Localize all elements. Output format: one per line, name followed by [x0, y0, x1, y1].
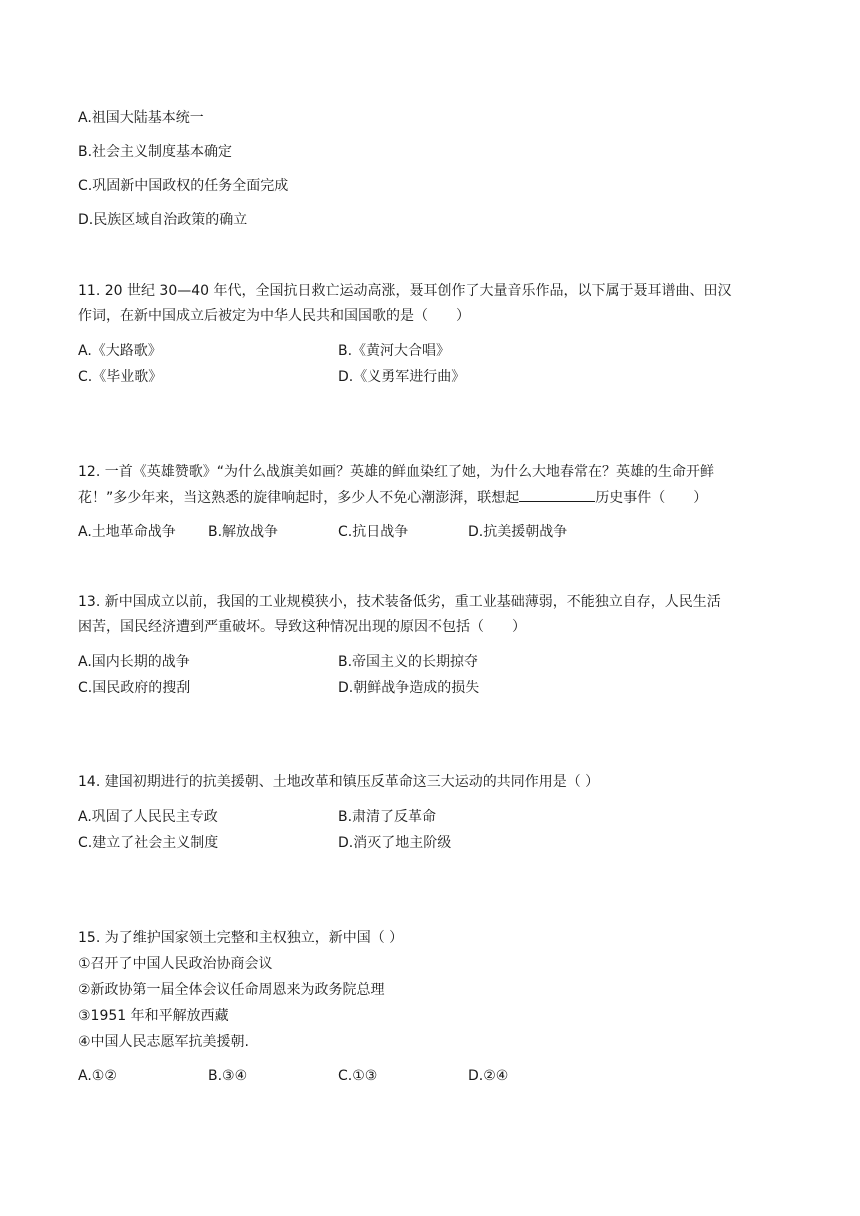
q10-option-a: A.祖国大陆基本统一 [78, 110, 204, 126]
q12-stem-line2 [78, 487, 707, 508]
q15-option-d: D.②④ [468, 1068, 509, 1084]
q15-option-b: B.③④ [208, 1068, 248, 1084]
q14-option-a: A.巩固了人民民主专政 [78, 809, 218, 825]
q14-option-c: C.建立了社会主义制度 [78, 835, 219, 851]
q15-stem-line1: 15. 为了维护国家领土完整和主权独立，新中国（ ） [78, 930, 404, 946]
q12-option-b: B.解放战争 [208, 524, 279, 540]
q11-stem-line2: 作词，在新中国成立后被定为中华人民共和国国歌的是（ ） [78, 308, 470, 324]
q13-option-d: D.朝鲜战争造成的损失 [338, 680, 480, 696]
q12-stem-line1: 12. 一首《英雄赞歌》“为什么战旗美如画？英雄的鲜血染红了她，为什么大地春常在？英雄的生命开鲜 [78, 464, 714, 480]
q13-stem-line1: 13. 新中国成立以前，我国的工业规模狭小，技术装备低劣，重工业基础薄弱，不能独立自存，人民生活 [78, 594, 721, 610]
q15-statement-1: ①召开了中国人民政治协商会议 [78, 956, 273, 972]
q15-option-c: C.①③ [338, 1068, 378, 1084]
q10-option-b: B.社会主义制度基本确定 [78, 144, 233, 160]
q14-option-b: B.肃清了反革命 [338, 809, 437, 825]
q15-statement-3: ③1951 年和平解放西藏 [78, 1008, 229, 1024]
q11-option-b: B.《黄河大合唱》 [338, 343, 451, 359]
q10-option-c: C.巩固新中国政权的任务全面完成 [78, 178, 289, 194]
q13-option-b: B.帝国主义的长期掠夺 [338, 654, 479, 670]
q15-option-a: A.①② [78, 1068, 117, 1084]
q12-stem-line2-pre: 花！”多少年来，当这熟悉的旋律响起时，多少人不免心潮澎湃，联想起 [78, 490, 520, 506]
q11-option-c: C.《毕业歌》 [78, 369, 163, 385]
q14-option-d: D.消灭了地主阶级 [338, 835, 452, 851]
q11-option-d: D.《义勇军进行曲》 [338, 369, 466, 385]
q12-option-c: C.抗日战争 [338, 524, 409, 540]
q12-stem-line2-post: 历史事件（ ） [595, 490, 708, 506]
fill-in-blank [519, 487, 595, 502]
q12-option-d: D.抗美援朝战争 [468, 524, 568, 540]
q12-option-a: A.土地革命战争 [78, 524, 176, 540]
q10-option-d: D.民族区域自治政策的确立 [78, 212, 248, 228]
q13-option-a: A.国内长期的战争 [78, 654, 190, 670]
q13-stem-line2: 困苦，国民经济遭到严重破坏。导致这种情况出现的原因不包括（ ） [78, 619, 526, 635]
q15-statement-2: ②新政协第一届全体会议任命周恩来为政务院总理 [78, 982, 385, 998]
q13-option-c: C.国民政府的搜刮 [78, 680, 191, 696]
q11-option-a: A.《大路歌》 [78, 343, 162, 359]
q11-stem-line1: 11. 20 世纪 30—40 年代，全国抗日救亡运动高涨，聂耳创作了大量音乐作品，以下属于聂耳谱曲、田汉 [78, 283, 732, 299]
q15-statement-4: ④中国人民志愿军抗美援朝. [78, 1034, 250, 1050]
q14-stem-line1: 14. 建国初期进行的抗美援朝、土地改革和镇压反革命这三大运动的共同作用是（ ） [78, 774, 600, 790]
